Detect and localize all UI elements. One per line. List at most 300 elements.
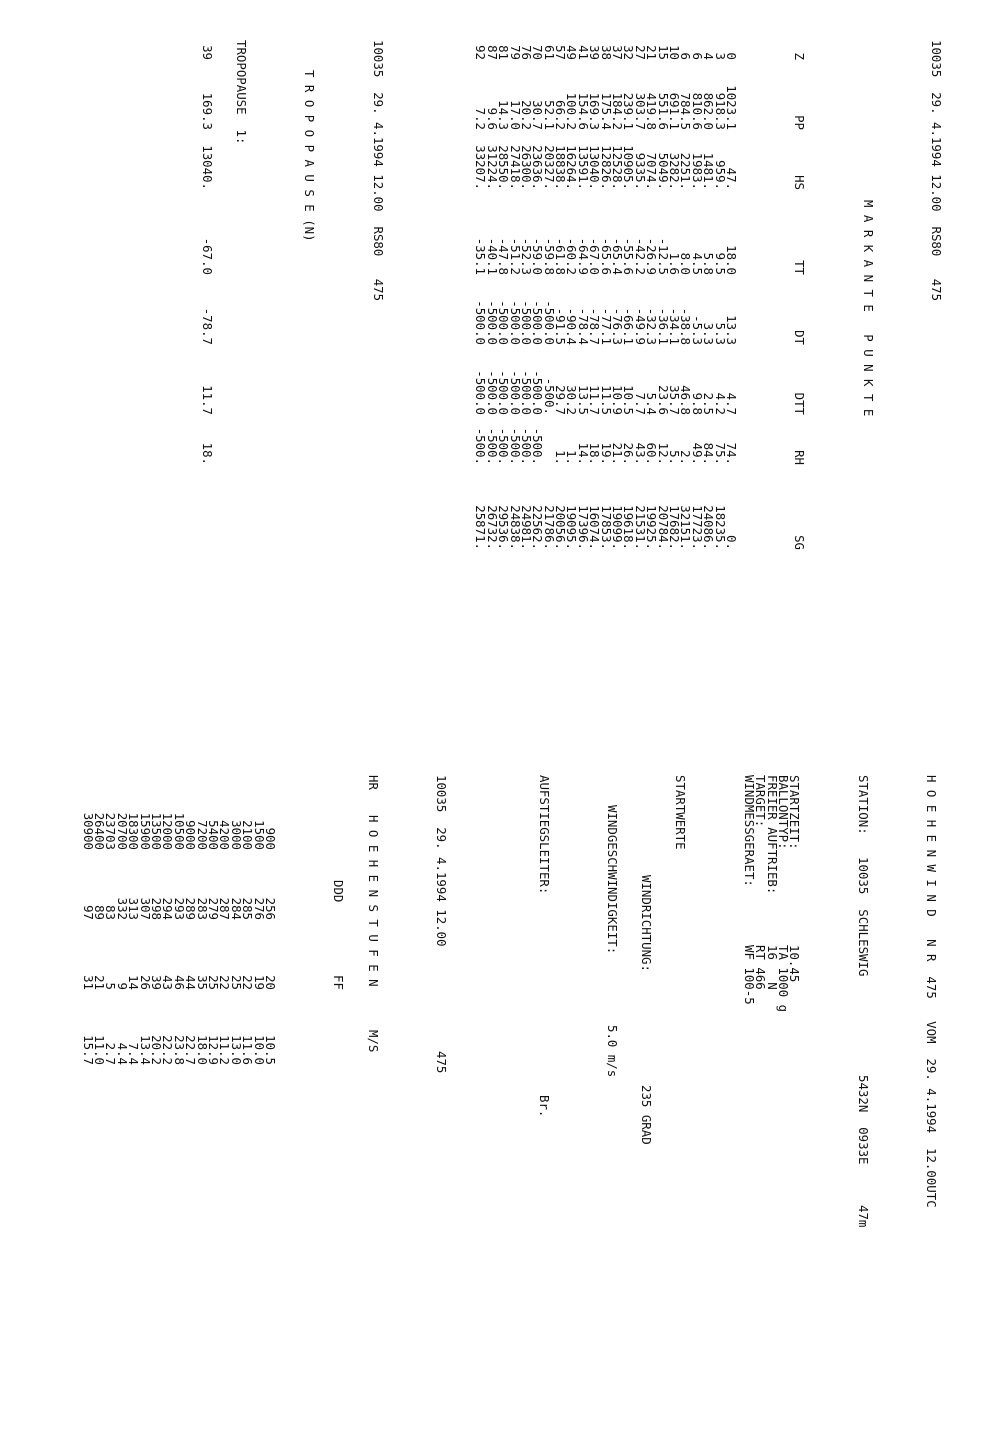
markante-cell: 17396.	[575, 505, 591, 550]
hoehenstufen-cell: 22	[217, 975, 233, 990]
hoehenstufen-cell: 83	[103, 905, 119, 920]
markante-cell: -500.0	[507, 300, 523, 345]
hoehenstufen-cell: 39	[149, 975, 165, 990]
markante-cell: 10	[667, 45, 683, 60]
markante-cell: -500.0	[530, 370, 546, 415]
hoehenstufen-cell: 307	[137, 897, 153, 920]
station-coords: 5432N 0933E	[855, 1075, 871, 1165]
markante-cell: 1.	[564, 450, 580, 465]
markante-cell: 13591.	[575, 145, 591, 190]
tropo-label: TROPOPAUSE 1:	[233, 40, 249, 145]
markante-cell: 14.3	[496, 100, 512, 130]
hoehenstufen-cell: 279	[206, 897, 222, 920]
markante-cell: 20.2	[518, 100, 534, 130]
tropo-hs: 13040.	[199, 145, 215, 190]
hoehenstufen-cell: 7200	[194, 820, 210, 850]
tropo-rh: 18.	[199, 442, 215, 465]
hoehenstufen-cell: 20.2	[149, 1035, 165, 1065]
launch-field-value: RT 466	[753, 945, 769, 990]
markante-cell: 17853.	[598, 505, 614, 550]
markante-cell: 81	[496, 45, 512, 60]
launch-field-row	[741, 775, 757, 1227]
markante-cell: -500.0	[484, 370, 500, 415]
markante-cell: 41	[575, 45, 591, 60]
hoehenstufen-cell: 5400	[206, 820, 222, 850]
station-line	[855, 775, 871, 1228]
hoehenstufen-cell: 289	[183, 897, 199, 920]
markante-punkte-section	[179, 40, 965, 550]
leiter-row	[536, 775, 552, 1227]
launch-field-label: STARTZEIT:	[787, 775, 803, 850]
col-hs: HS	[792, 175, 808, 190]
hoehenstufen-cell: 11.2	[217, 1035, 233, 1065]
hoehenstufen-cell: 31	[80, 975, 96, 990]
windrichtung-value: 235 GRAD	[639, 1085, 655, 1145]
markante-cell: -42.2	[632, 237, 648, 275]
markante-cell: 13040.	[587, 145, 603, 190]
hoehenstufen-cell: 9	[114, 982, 130, 990]
hoehenstufen-cell: 43	[160, 975, 176, 990]
hoehenstufen-cell: 13.4	[137, 1035, 153, 1065]
markante-cell: 27418.	[507, 145, 523, 190]
markante-cell: -500.0	[473, 300, 489, 345]
launch-fields	[741, 775, 803, 1227]
markante-table-body	[475, 40, 737, 550]
markante-cell: -59.0	[530, 237, 546, 275]
markante-cell: 38	[598, 45, 614, 60]
hoehenstufen-cell: 285	[240, 897, 256, 920]
launch-field-label: BALLONTYP:	[775, 775, 791, 850]
markante-cell: 28550.	[496, 145, 512, 190]
markante-cell: 76	[518, 45, 534, 60]
markante-cell: 19925.	[644, 505, 660, 550]
markante-cell: -500.0	[473, 370, 489, 415]
markante-cell: 1983.	[689, 152, 705, 190]
markante-cell: 12528.	[610, 145, 626, 190]
hoehenstufen-cell: 89	[92, 905, 108, 920]
launch-field-label: TARGET:	[753, 775, 769, 828]
markante-cell: -67.0	[587, 237, 603, 275]
hoehenstufen-cell: 7.4	[126, 1042, 142, 1065]
markante-cell: 8.0	[678, 252, 694, 275]
markante-cell: 154.6	[575, 92, 591, 130]
hoehenstufen-cell: 10.0	[251, 1035, 267, 1065]
markante-row	[689, 40, 705, 550]
markante-cell: 10.5	[621, 385, 637, 415]
tropo-row	[199, 40, 215, 550]
hoehenstufen-cell: 23703	[103, 812, 119, 850]
col-tt: TT	[792, 260, 808, 275]
col-dtt: DTT	[792, 392, 808, 415]
markante-cell: 4.5	[689, 252, 705, 275]
markante-cell: 7.7	[632, 392, 648, 415]
markante-cell: -12.5	[655, 237, 671, 275]
hoehenstufen-row	[228, 775, 244, 1227]
markante-cell: 9335.	[632, 152, 648, 190]
stufen-title-row	[365, 775, 381, 1227]
markante-cell: -76.3	[610, 307, 626, 345]
tropo-dt: -78.7	[199, 307, 215, 345]
markante-cell: 13.5	[575, 385, 591, 415]
markante-cell: -500.0	[496, 370, 512, 415]
markante-cell: 23636.	[530, 145, 546, 190]
markante-cell: -500.	[496, 427, 512, 465]
markante-cell: 21531.	[632, 505, 648, 550]
markante-cell: -500.0	[541, 300, 557, 345]
hoehenstufen-cell: 283	[194, 897, 210, 920]
hoehenstufen-cell: 12000	[160, 812, 176, 850]
markante-cell: 66.2	[553, 100, 569, 130]
markante-cell: 22562.	[530, 505, 546, 550]
stufen-title: H O E H E N S T U F E N	[365, 815, 381, 987]
hoehenstufen-cell: 19	[251, 975, 267, 990]
markante-cell: 18.	[587, 442, 603, 465]
markante-cell: -52.3	[518, 237, 534, 275]
markante-cell: -500.0	[507, 370, 523, 415]
markante-cell: 39	[587, 45, 603, 60]
hoehenstufen-cell: 15.7	[80, 1035, 96, 1065]
markante-cell: -64.9	[575, 237, 591, 275]
markante-row	[473, 40, 489, 550]
markante-cell: 49.	[689, 442, 705, 465]
hoehenstufen-cell: 4200	[217, 820, 233, 850]
markante-cell: -55.6	[621, 237, 637, 275]
report-header-line: 10035 29. 4.1994 12.00 RS80 475	[929, 40, 945, 302]
hoehenstufen-cell: 298	[149, 897, 165, 920]
markante-cell: -65.4	[610, 237, 626, 275]
markante-cell: 4.7	[723, 392, 739, 415]
markante-cell: 862.0	[701, 92, 717, 130]
markante-cell: 100.2	[564, 92, 580, 130]
markante-cell: 9.8	[689, 392, 705, 415]
markante-cell: 26300.	[518, 145, 534, 190]
markante-cell: 26732.	[484, 505, 500, 550]
markante-cell: -77.1	[598, 307, 614, 345]
markante-cell: 0	[723, 52, 739, 60]
station-text: STATION: 10035 SCHLESWIG	[855, 775, 871, 977]
stufen-subheader	[331, 775, 347, 1227]
markante-cell: 5.4	[644, 392, 660, 415]
markante-cell: 11.5	[598, 385, 614, 415]
hoehenstufen-cell: 1500	[251, 820, 267, 850]
tropo-z: 39	[199, 45, 215, 60]
markante-cell: 3	[712, 52, 728, 60]
hoehenwind-title: H O E H E N W I N D N R 475 VOM 29. 4.1994 12.00UTC	[924, 775, 940, 1208]
tropo-tt: -67.0	[199, 237, 215, 275]
hoehenstufen-cell: 26400	[92, 812, 108, 850]
hoehenstufen-cell: 23.8	[171, 1035, 187, 1065]
hoehenstufen-cell: 22.7	[183, 1035, 199, 1065]
hoehenstufen-cell: 13500	[149, 812, 165, 850]
markante-cell: 12826.	[598, 145, 614, 190]
windrichtung-row	[639, 775, 655, 1227]
col-rh: RH	[792, 450, 808, 465]
hoehenstufen-cell: 12.9	[206, 1035, 222, 1065]
markante-cell: 3.3	[701, 322, 717, 345]
markante-cell: 26.	[621, 442, 637, 465]
markante-cell: 49	[564, 45, 580, 60]
hoehenstufen-cell: 284	[228, 897, 244, 920]
launch-field-label: WINDMESSGERAET:	[741, 775, 757, 887]
hoehenstufen-table-body	[82, 775, 276, 1227]
markante-cell: 1481.	[701, 152, 717, 190]
markante-cell: -500.	[473, 427, 489, 465]
markante-cell: 87	[484, 45, 500, 60]
markante-cell: 10905.	[621, 145, 637, 190]
hoehenstufen-cell: 293	[171, 897, 187, 920]
markante-cell: 2251.	[678, 152, 694, 190]
markante-cell: -500.	[484, 427, 500, 465]
markante-cell: 9.5	[712, 252, 728, 275]
hoehenstufen-cell: 35	[194, 975, 210, 990]
launch-field-value: WF 100-5	[741, 945, 757, 1005]
markante-cell: -51.2	[507, 237, 523, 275]
markante-cell: -38.8	[678, 307, 694, 345]
markante-cell: 17682.	[667, 505, 683, 550]
hoehenstufen-cell: 276	[251, 897, 267, 920]
markante-cell: 33207.	[473, 145, 489, 190]
markante-cell: 43.	[632, 442, 648, 465]
markante-cell: 18838.	[553, 145, 569, 190]
markante-cell: -78.7	[587, 307, 603, 345]
markante-cell: 21786.	[541, 505, 557, 550]
markante-cell: 239.1	[621, 92, 637, 130]
markante-cell: 32151.	[678, 505, 694, 550]
markante-cell: -59.8	[541, 237, 557, 275]
stufen-col-ddd: DDD	[331, 880, 347, 903]
markante-cell: -36.1	[655, 307, 671, 345]
hoehenstufen-cell: 2.7	[103, 1042, 119, 1065]
markante-cell: 419.8	[644, 92, 660, 130]
markante-row	[484, 40, 500, 550]
hoehenstufen-cell: 5	[103, 982, 119, 990]
markante-cell: -500.0	[496, 300, 512, 345]
markante-cell: -66.1	[621, 307, 637, 345]
launch-field-value: TA 1000 g	[775, 945, 791, 1013]
launch-field-value: 16 N	[764, 945, 780, 990]
hoehenstufen-cell: 4.4	[114, 1042, 130, 1065]
leiter-value: Br.	[536, 1095, 552, 1118]
markante-cell: 7.2	[473, 107, 489, 130]
stufen-col-ff: FF	[331, 975, 347, 990]
hoehenstufen-cell: 26	[137, 975, 153, 990]
markante-cell: -60.2	[564, 237, 580, 275]
tropo-header-line: 10035 29. 4.1994 12.00 RS80 475	[370, 40, 386, 302]
markante-cell: 10.9	[610, 385, 626, 415]
hoehenstufen-cell: 25	[228, 975, 244, 990]
markante-cell: -61.8	[553, 237, 569, 275]
markante-cell: 2.	[678, 450, 694, 465]
markante-cell: 20327.	[541, 145, 557, 190]
markante-cell: -500.0	[518, 300, 534, 345]
markante-cell: 5.8	[701, 252, 717, 275]
hoehenstufen-row	[171, 775, 187, 1227]
hoehenstufen-cell: 18300	[126, 812, 142, 850]
markante-cell: 27	[632, 45, 648, 60]
markante-cell: 32	[621, 45, 637, 60]
markante-cell: 29536.	[496, 505, 512, 550]
hoehenstufen-cell: 20	[262, 975, 278, 990]
markante-cell: 92	[473, 45, 489, 60]
launch-field-label: FREIER AUFTRIEB:	[764, 775, 780, 895]
markante-title	[860, 40, 876, 550]
markante-row	[632, 40, 648, 550]
hoehenstufen-cell: 13.0	[228, 1035, 244, 1065]
markante-cell: -49.9	[632, 307, 648, 345]
markante-cell: 1023.1	[723, 85, 739, 130]
markante-cell: 23.6	[655, 385, 671, 415]
markante-cell: 13.3	[723, 315, 739, 345]
hoehenstufen-cell: 20700	[114, 812, 130, 850]
stufen-header-line: 10035 29. 4.1994 12.00 475	[433, 775, 449, 1074]
col-sg: SG	[792, 535, 808, 550]
markante-cell: 25871.	[473, 505, 489, 550]
markante-cell: 691.1	[667, 92, 683, 130]
markante-cell: 11.7	[587, 385, 603, 415]
markante-row	[575, 40, 591, 550]
markante-cell: 84.	[701, 442, 717, 465]
markante-cell: 19095.	[564, 505, 580, 550]
windgeschw-row	[607, 775, 618, 1227]
windgeschw-label: WINDGESCHWINDIGKEIT:	[605, 805, 620, 955]
markante-cell: -26.9	[644, 237, 660, 275]
markante-cell: 303.7	[632, 92, 648, 130]
markante-cell: 31224.	[484, 145, 500, 190]
markante-cell: 6	[678, 52, 694, 60]
launch-field-value: 10.45	[787, 945, 803, 983]
markante-cell: 24086.	[701, 505, 717, 550]
markante-cell: 24838.	[507, 505, 523, 550]
markante-cell: 0.	[723, 535, 739, 550]
markante-cell: -500.	[507, 427, 523, 465]
markante-cell: 918.3	[712, 92, 728, 130]
markante-cell: -78.4	[575, 307, 591, 345]
markante-cell: -91.5	[553, 307, 569, 345]
markante-cell: 24981.	[518, 505, 534, 550]
station-elevation: 47m	[855, 1205, 871, 1228]
markante-cell: -500.	[530, 427, 546, 465]
hoehenstufen-cell: 900	[262, 827, 278, 850]
markante-cell: 75.	[712, 442, 728, 465]
windgeschw-value: 5.0 m/s	[605, 1025, 620, 1078]
markante-cell: 169.3	[587, 92, 603, 130]
hoehenstufen-cell: 11.6	[240, 1035, 256, 1065]
markante-cell: 19099.	[610, 505, 626, 550]
hoehenstufen-cell: 15900	[137, 812, 153, 850]
hoehenstufen-cell: 46	[171, 975, 187, 990]
markante-cell: 5.	[667, 450, 683, 465]
markante-cell: 4.2	[712, 392, 728, 415]
markante-cell: -500.	[518, 427, 534, 465]
markante-cell: 959.	[712, 160, 728, 190]
markante-cell: 79	[507, 45, 523, 60]
tropo-title	[302, 40, 318, 550]
hoehenstufen-cell: 11.0	[92, 1035, 108, 1065]
markante-cell: 47.	[723, 167, 739, 190]
hoehenstufen-cell: 2100	[240, 820, 256, 850]
markante-cell: 5.3	[712, 322, 728, 345]
hoehenstufen-cell: 9000	[183, 820, 199, 850]
leiter-label: AUFSTIEGSLEITER:	[536, 775, 552, 895]
markante-cell: 3282.	[667, 152, 683, 190]
hoehenstufen-cell: 10.5	[262, 1035, 278, 1065]
markante-cell: 1.	[553, 450, 569, 465]
markante-cell: 61	[541, 45, 557, 60]
markante-cell: -500.0	[530, 300, 546, 345]
col-z: Z	[792, 52, 808, 60]
markante-cell: 20056.	[553, 505, 569, 550]
markante-cell: 29.7	[553, 385, 569, 415]
hoehenstufen-cell: 25	[206, 975, 222, 990]
col-pp: PP	[792, 115, 808, 130]
hoehenstufen-cell: 18.0	[194, 1035, 210, 1065]
markante-cell: 57	[553, 45, 569, 60]
hoehenstufen-cell: 44	[183, 975, 199, 990]
markante-cell: 15	[655, 45, 671, 60]
markante-cell: 30.2	[564, 385, 580, 415]
markante-cell: 19.	[598, 442, 614, 465]
markante-column-header	[792, 40, 808, 550]
markante-cell: 17.0	[507, 100, 523, 130]
markante-cell: -34.1	[667, 307, 683, 345]
markante-cell: 1.6	[667, 252, 683, 275]
markante-cell: 37	[610, 45, 626, 60]
markante-cell: 74.	[723, 442, 739, 465]
markante-cell: 4	[701, 52, 717, 60]
markante-cell: -90.4	[564, 307, 580, 345]
windrichtung-label: WINDRICHTUNG:	[639, 875, 655, 972]
markante-cell: 21	[644, 45, 660, 60]
markante-cell: 6	[689, 52, 705, 60]
hoehenstufen-cell: 30900	[80, 812, 96, 850]
markante-cell: 551.6	[655, 92, 671, 130]
markante-cell: 30.7	[530, 100, 546, 130]
stufen-col-ms: M/S	[365, 1030, 381, 1053]
markante-cell: 7074.	[644, 152, 660, 190]
markante-cell: -65.6	[598, 237, 614, 275]
col-dt: DT	[792, 330, 808, 345]
markante-cell: 46.8	[678, 385, 694, 415]
markante-cell: -5.3	[689, 315, 705, 345]
hoehenstufen-cell: 97	[80, 905, 96, 920]
hoehenstufen-row	[80, 775, 96, 1227]
markante-cell: 18.0	[723, 245, 739, 275]
hoehenstufen-cell: 3000	[228, 820, 244, 850]
markante-cell: 21.	[610, 442, 626, 465]
hoehenstufen-cell: 10500	[171, 812, 187, 850]
markante-cell: 810.6	[689, 92, 705, 130]
markante-cell: 16264.	[564, 145, 580, 190]
hoehenwind-section	[60, 775, 960, 1227]
markante-cell: 20784.	[655, 505, 671, 550]
tropo-title-text: T R O P O P A U S E (N)	[302, 70, 318, 242]
startwerte-label: STARTWERTE	[673, 775, 689, 850]
markante-row	[541, 40, 557, 550]
markante-cell: 52.1	[541, 100, 557, 130]
markante-cell: -500.0	[484, 300, 500, 345]
markante-cell: -32.3	[644, 307, 660, 345]
hoehenstufen-row	[114, 775, 130, 1227]
hoehenstufen-cell: 21	[92, 975, 108, 990]
markante-cell: -500.	[541, 377, 557, 415]
markante-cell: 9.6	[484, 107, 500, 130]
markante-cell: 17723.	[689, 505, 705, 550]
markante-cell: -47.8	[496, 237, 512, 275]
markante-cell: 14.	[575, 442, 591, 465]
markante-cell: 12.	[655, 442, 671, 465]
markante-cell: -35.1	[473, 237, 489, 275]
markante-cell: 18235.	[712, 505, 728, 550]
